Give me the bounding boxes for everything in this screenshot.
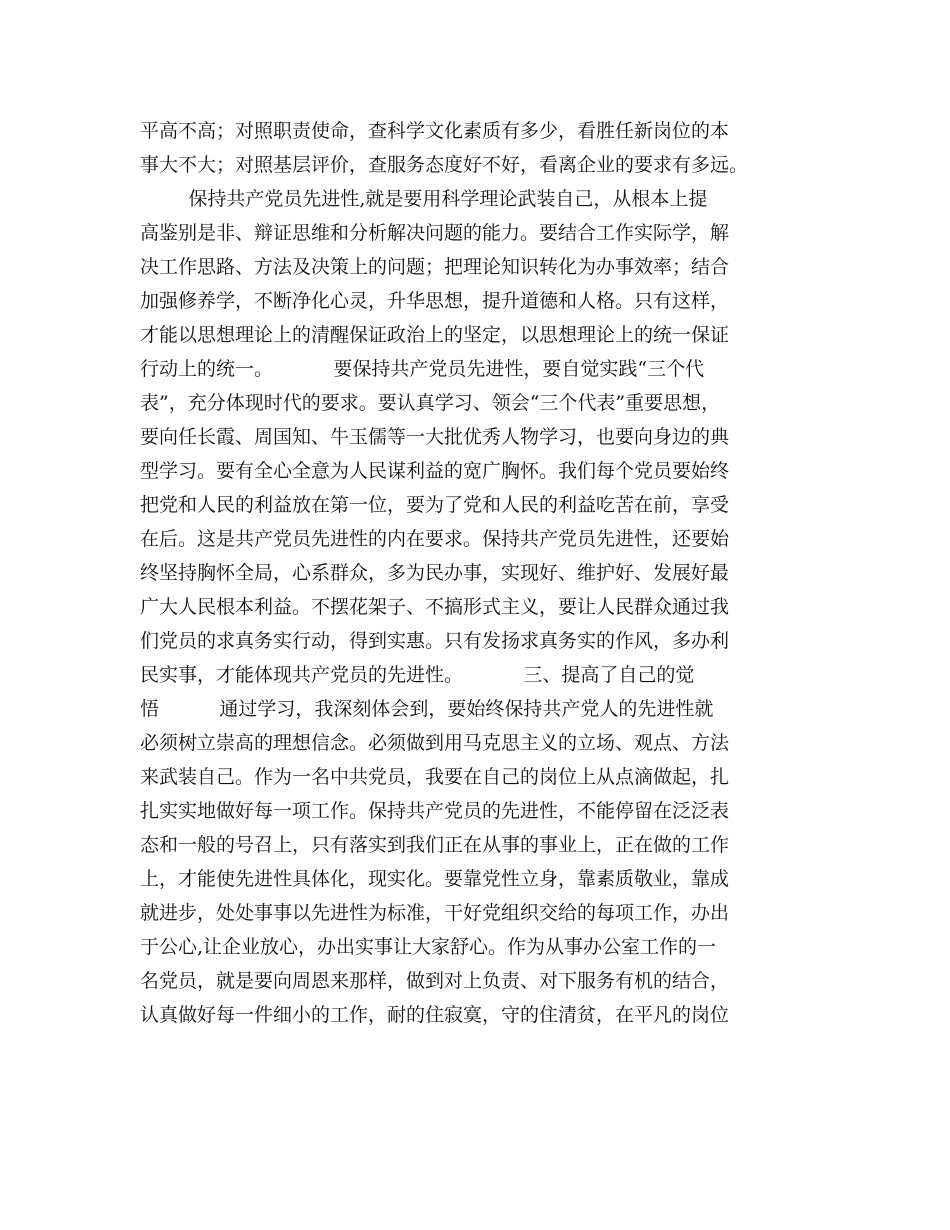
text-line: 保持共产党员先进性,就是要用科学理论武装自己，从根本上提 [140,188,708,210]
text-line: 民实事，才能体现共产党员的先进性。 三、提高了自己的觉 [140,664,695,686]
text-line: 把党和人民的利益放在第一位，要为了党和人民的利益吃苦在前，享受 [140,494,730,516]
text-line: 上，才能使先进性具体化，现实化。要靠党性立身，靠素质敬业，靠成 [140,868,730,890]
text-line: 认真做好每一件细小的工作，耐的住寂寞，守的住清贫，在平凡的岗位 [140,1004,730,1026]
text-line: 终坚持胸怀全局，心系群众，多为民办事，实现好、维护好、发展好最 [140,562,730,584]
body-text [140,114,840,1032]
text-line: 名党员，就是要向周恩来那样，做到对上负责、对下服务有机的结合， [140,970,730,992]
text-line: 来武装自己。作为一名中共党员，我要在自己的岗位上从点滴做起，扎 [140,766,730,788]
text-line: 扎实实地做好每一项工作。保持共产党员的先进性，不能停留在泛泛表 [140,800,730,822]
text-line: 决工作思路、方法及决策上的问题；把理论知识转化为办事效率；结合 [140,256,730,278]
text-line: 行动上的统一。 要保持共产党员先进性，要自觉实践“三个代 [140,358,705,380]
text-line: 态和一般的号召上，只有落实到我们正在从事的事业上，正在做的工作 [140,834,730,856]
text-line: 加强修养学，不断净化心灵，升华思想，提升道德和人格。只有这样， [140,290,730,312]
text-line: 于公心,让企业放心，办出实事让大家舒心。作为从事办公室工作的一 [140,936,717,958]
text-line: 才能以思想理论上的清醒保证政治上的坚定，以思想理论上的统一保证 [140,324,730,346]
text-line: 在后。这是共产党员先进性的内在要求。保持共产党员先进性，还要始 [140,528,730,550]
text-line: 必须树立崇高的理想信念。必须做到用马克思主义的立场、观点、方法 [140,732,730,754]
text-line: 平高不高；对照职责使命，查科学文化素质有多少，看胜任新岗位的本 [140,120,730,142]
text-line: 事大不大；对照基层评价，查服务态度好不好，看离企业的要求有多远。 [140,154,749,176]
text-line: 要向任长霞、周国知、牛玉儒等一大批优秀人物学习，也要向身边的典 [140,426,730,448]
text-line: 悟 通过学习，我深刻体会到，要始终保持共产党人的先进性就 [140,698,714,720]
text-line: 广大人民根本利益。不摆花架子、不搞形式主义，要让人民群众通过我 [140,596,730,618]
text-line: 高鉴别是非、辩证思维和分析解决问题的能力。要结合工作实际学，解 [140,222,730,244]
text-line: 型学习。要有全心全意为人民谋利益的宽广胸怀。我们每个党员要始终 [140,460,730,482]
text-line: 就进步，处处事事以先进性为标准，干好党组织交给的每项工作，办出 [140,902,730,924]
text-line: 们党员的求真务实行动，得到实惠。只有发扬求真务实的作风，多办利 [140,630,730,652]
text-line: 表”，充分体现时代的要求。要认真学习、领会“三个代表”重要思想， [140,392,721,414]
